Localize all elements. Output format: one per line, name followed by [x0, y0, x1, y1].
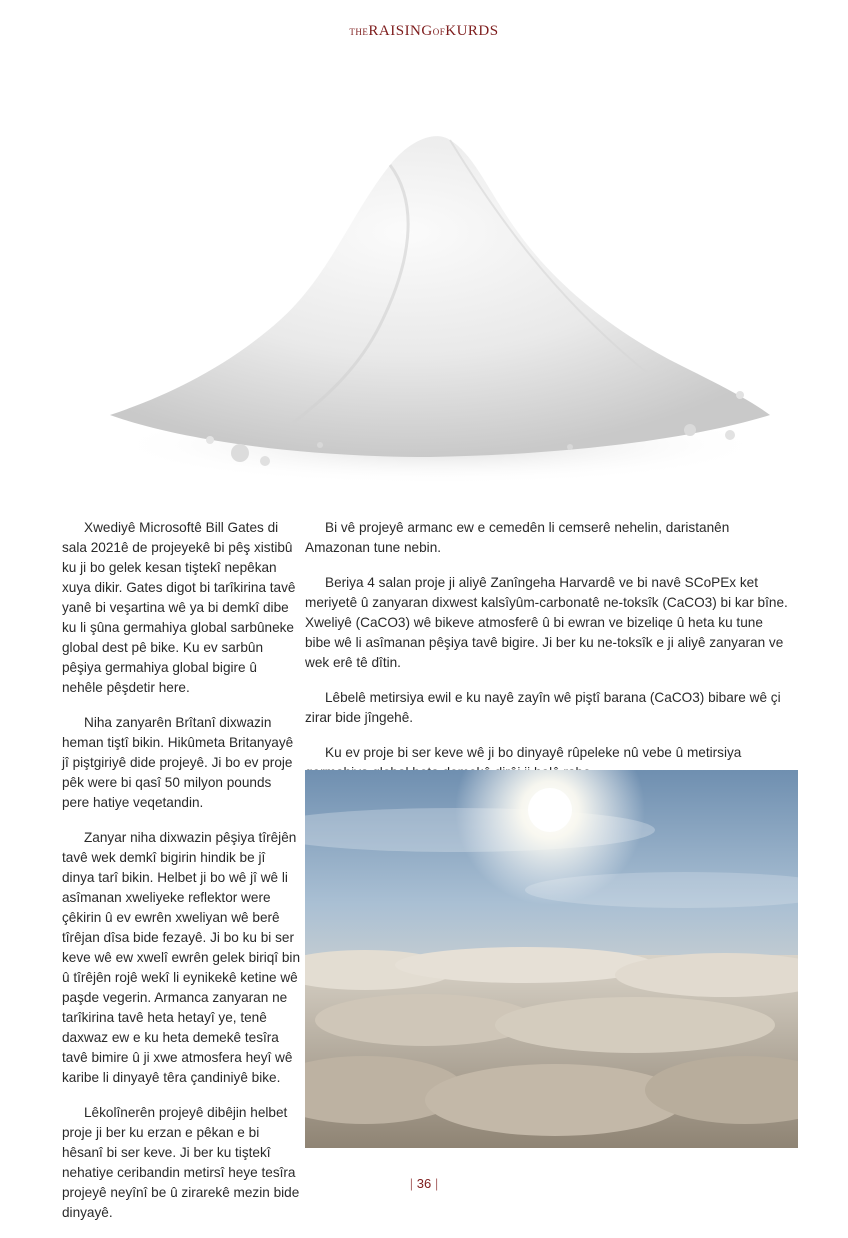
- paragraph: Lêkolînerên projeyê dibêjin helbet proje ji ber ku erzan e pêkan e bi hêsanî bi ser keve. Ji ber ku tiştekî nehatiye ceribandin metirsî heye tesîra projeyê neyînî be û zirarekê mezin bide dinyayê.: [62, 1105, 300, 1220]
- paragraph: Ku ev proje bi ser keve wê ji bo dinyayê rûpeleke nû vebe û metirsiya: [325, 745, 742, 760]
- page-number: 36: [416, 1176, 432, 1191]
- sky-clouds-image: [305, 770, 798, 1148]
- header-of: OF: [432, 27, 446, 37]
- paragraph: Lêbelê metirsiya ewil e ku nayê zayîn wê piştî barana (CaCO3) bibare wê çi zirar bide jîngehê.: [305, 690, 781, 725]
- paragraph: Beriya 4 salan proje ji aliyê Zanîngeha Harvardê ve bi navê SCoPEx ket meriyetê û zanyaran dixwest kalsîyûm-carbonatê ne-toksîk (CaCO3) bi kar bîne. Xweliyê (CaCO3) wê bikeve atmosferê û bi ewran ve bizeliqe û heta ku tune bibe wê li asîmanan pêşiya tavê bigire. Ji ber ku ne-toksîk e ji aliyê zanyaran ve wek erê tê dîtin.: [305, 575, 788, 670]
- paragraph: Xwediyê Microsoftê Bill Gates di sala 2021ê de projeyekê bi pêş xistibû ku ji bo gelek kesan tiştekî nepêkan xuya dikir. Gates digot bi tarîkirina tavê yanê bi veşartina wê ya bi demkî dibe ku li şûna germahiya global sarbûneke global dest pê bike. Ku ev sarbûn pêşiya germahiya global bigire û nehêle pêşdetir here.: [62, 520, 296, 695]
- white-powder-image: [90, 95, 780, 495]
- paragraph: Bi vê projeyê armanc ew e cemedên li cemserê nehelin, daristanên Amazonan tune nebin.: [305, 520, 730, 555]
- header-kurds: KURDS: [445, 23, 499, 39]
- header-raising: RAISING: [368, 23, 433, 39]
- left-column: [62, 518, 300, 1238]
- right-column: [305, 518, 792, 798]
- magazine-header: [0, 22, 848, 40]
- paragraph: Zanyar niha dixwazin pêşiya tîrêjên tavê wek demkî bigirin hindik be jî dinya tarî bikin. Helbet ji bo wê jî wê li asîmanan xweliyeke reflektor were çêkirin û ev ewrên xweliyan wê berê tîrêjan dîsa bide fezayê. Ji bo ku bi ser keve wê ew xwelî ewrên gelek biriqî bin û tîrêjên rojê wekî li eynikekê ketine wê paşde vegerin. Armanca zanyaran ne tarîkirina tavê heta hetayî ye, tenê daxwaz ew e ku heta demekê tesîra tavê bimire û ji xwe atmosfera heyî wê karibe li dinyayê têra çandiniyê bike.: [62, 830, 301, 1085]
- header-the: THE: [349, 27, 369, 37]
- page-footer: | 36 |: [409, 1176, 439, 1191]
- paragraph: Niha zanyarên Brîtanî dixwazin heman tiştî bikin. Hikûmeta Britanyayê jî piştgiriyê dide projeyê. Ji bo ev proje pêk were bi qasî 50 milyon pounds pere hatiye veqetandin.: [62, 715, 294, 810]
